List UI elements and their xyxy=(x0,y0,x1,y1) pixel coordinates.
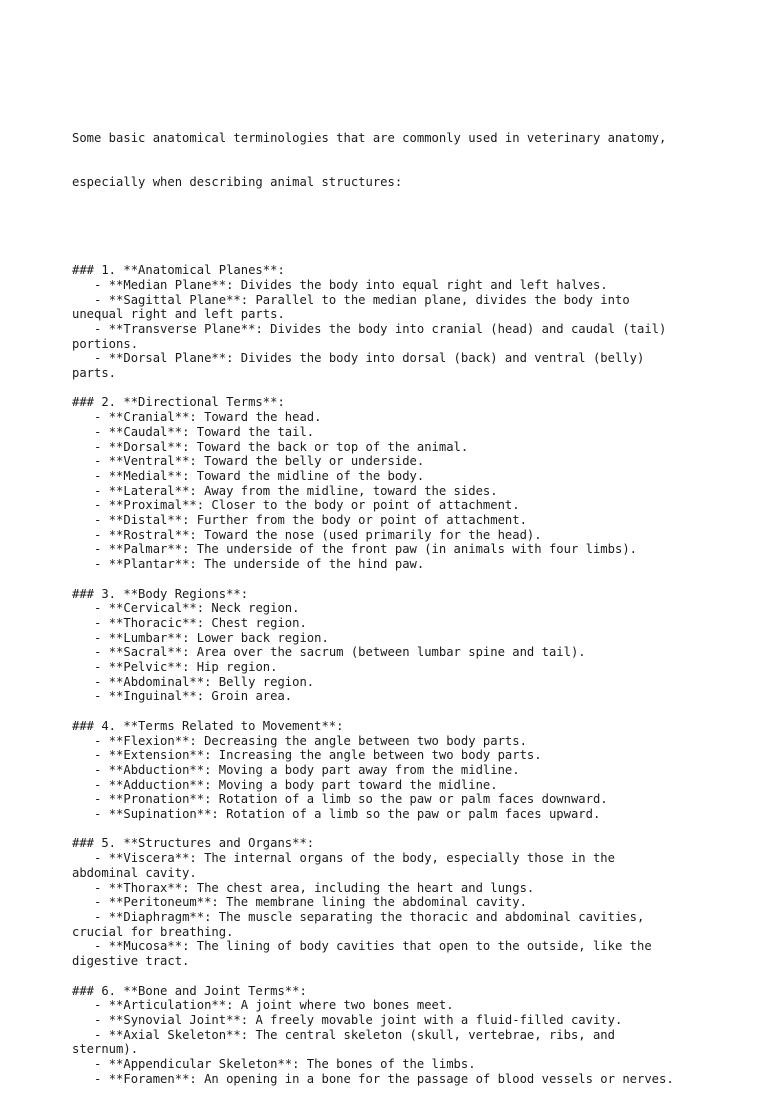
list-item: - **Axial Skeleton**: The central skeleton (skull, vertebrae, ribs, and sternum). xyxy=(72,1027,615,1057)
list-item: - **Abdominal**: Belly region. xyxy=(72,674,315,689)
list-item: - **Pelvic**: Hip region. xyxy=(72,660,278,675)
list-item: - **Dorsal**: Toward the back or top of the animal. xyxy=(72,439,469,454)
list-item: - **Plantar**: The underside of the hind paw. xyxy=(72,557,425,572)
blank-line xyxy=(72,248,712,263)
list-item: - **Appendicular Skeleton**: The bones of the limbs. xyxy=(72,1057,476,1072)
sections-container xyxy=(72,248,712,1086)
list-item: - **Diaphragm**: The muscle separating the thoracic and abdominal cavities, crucial for breathing. xyxy=(72,910,645,939)
list-item: - **Adduction**: Moving a body part toward the midline. xyxy=(72,777,498,792)
section-heading: ### 4. **Terms Related to Movement**: xyxy=(72,718,344,733)
list-item: - **Dorsal Plane**: Divides the body into dorsal (back) and ventral (belly) parts. xyxy=(72,351,645,381)
list-item: - **Peritoneum**: The membrane lining the abdominal cavity. xyxy=(72,895,527,910)
list-item: - **Cervical**: Neck region. xyxy=(72,601,300,616)
blank-line xyxy=(72,969,712,984)
section-block xyxy=(72,984,712,1087)
list-item: - **Proximal**: Closer to the body or point of attachment. xyxy=(72,498,520,513)
list-item: - **Medial**: Toward the midline of the body. xyxy=(72,468,425,483)
list-item: - **Pronation**: Rotation of a limb so the paw or palm faces downward. xyxy=(72,792,608,807)
list-item: - **Cranial**: Toward the head. xyxy=(72,410,322,425)
blank-line xyxy=(72,572,712,587)
list-item: - **Ventral**: Toward the belly or underside. xyxy=(72,454,425,469)
list-item: - **Inguinal**: Groin area. xyxy=(72,689,293,704)
list-item: - **Distal**: Further from the body or point of attachment. xyxy=(72,513,527,528)
section-block xyxy=(72,719,712,822)
list-item: - **Mucosa**: The lining of body cavities that open to the outside, like the digestive tract. xyxy=(72,939,652,969)
blank-line xyxy=(72,822,712,837)
section-heading: ### 3. **Body Regions**: xyxy=(72,586,249,601)
section-heading: ### 2. **Directional Terms**: xyxy=(72,395,285,410)
section-heading: ### 5. **Structures and Organs**: xyxy=(72,836,315,851)
list-item: - **Supination**: Rotation of a limb so the paw or palm faces upward. xyxy=(72,807,601,822)
list-item: - **Viscera**: The internal organs of the body, especially those in the abdominal cavity. xyxy=(72,851,615,880)
intro-paragraph xyxy=(72,101,712,219)
intro-line: Some basic anatomical terminologies that are commonly used in veterinary anatomy, xyxy=(72,130,667,145)
blank-line xyxy=(72,704,712,719)
section-block xyxy=(72,263,712,381)
list-item: - **Median Plane**: Divides the body into equal right and left halves. xyxy=(72,277,608,292)
list-item: - **Flexion**: Decreasing the angle between two body parts. xyxy=(72,733,527,748)
list-item: - **Thorax**: The chest area, including the heart and lungs. xyxy=(72,880,535,895)
list-item: - **Abduction**: Moving a body part away from the midline. xyxy=(72,762,520,777)
list-item: - **Sacral**: Area over the sacrum (between lumbar spine and tail). xyxy=(72,645,586,660)
blank-line xyxy=(72,381,712,396)
section-heading: ### 1. **Anatomical Planes**: xyxy=(72,263,285,278)
list-item: - **Synovial Joint**: A freely movable joint with a fluid-filled cavity. xyxy=(72,1012,623,1027)
list-item: - **Rostral**: Toward the nose (used primarily for the head). xyxy=(72,527,542,542)
list-item: - **Extension**: Increasing the angle between two body parts. xyxy=(72,748,542,763)
list-item: - **Thoracic**: Chest region. xyxy=(72,615,307,630)
list-item: - **Lumbar**: Lower back region. xyxy=(72,630,329,645)
document-body xyxy=(72,72,712,1101)
section-heading: ### 6. **Bone and Joint Terms**: xyxy=(72,983,307,998)
list-item: - **Foramen**: An opening in a bone for the passage of blood vessels or nerves. xyxy=(72,1071,674,1086)
intro-line: especially when describing animal structures: xyxy=(72,174,403,189)
list-item: - **Transverse Plane**: Divides the body into cranial (head) and caudal (tail) portions. xyxy=(72,321,667,351)
list-item: - **Sagittal Plane**: Parallel to the median plane, divides the body into unequal right and left parts. xyxy=(72,292,630,322)
list-item: - **Palmar**: The underside of the front paw (in animals with four limbs). xyxy=(72,542,637,557)
list-item: - **Articulation**: A joint where two bones meet. xyxy=(72,998,454,1013)
section-block xyxy=(72,836,712,968)
section-block xyxy=(72,395,712,571)
list-item: - **Caudal**: Toward the tail. xyxy=(72,424,315,439)
list-item: - **Lateral**: Away from the midline, toward the sides. xyxy=(72,483,498,498)
section-block xyxy=(72,587,712,705)
